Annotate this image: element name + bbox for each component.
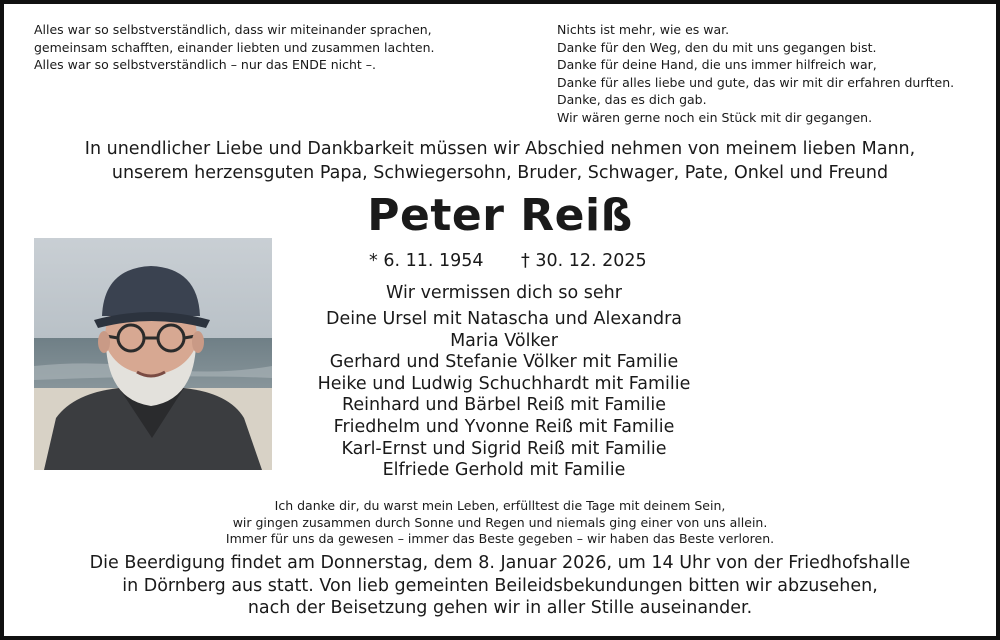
- death-date: † 30. 12. 2025: [521, 251, 647, 271]
- mourner-line: Karl-Ernst und Sigrid Reiß mit Familie: [341, 438, 667, 459]
- poem-left-line: gemeinsam schafften, einander liebten und zusammen lachten.: [34, 39, 435, 55]
- funeral-line: nach der Beisetzung gehen wir in aller Stille auseinander.: [247, 598, 753, 619]
- intro-line: In unendlicher Liebe und Dankbarkeit müssen wir Abschied nehmen von meinem lieben Mann,: [84, 139, 916, 159]
- funeral-line: in Dörnberg aus statt. Von lieb gemeinten Beileidsbekundungen bitten wir abzusehen,: [122, 575, 878, 596]
- mourners-list: [4, 309, 1000, 482]
- birth-date: * 6. 11. 1954: [369, 251, 484, 271]
- poem-left-line: Alles war so selbstverständlich – nur das ENDE nicht –.: [34, 57, 376, 73]
- missing-you-text: Wir vermissen dich so sehr: [386, 283, 622, 303]
- mourner-line: Elfriede Gerhold mit Familie: [382, 460, 626, 481]
- closing-verse: [4, 498, 996, 548]
- mourner-line: Gerhard und Stefanie Völker mit Familie: [329, 352, 679, 373]
- poem-right-line: Nichts ist mehr, wie es war.: [557, 22, 730, 37]
- funeral-announcement: [4, 552, 996, 620]
- poem-right: [557, 21, 954, 127]
- poem-right-line: Wir wären gerne noch ein Stück mit dir gegangen.: [557, 109, 873, 125]
- mourner-line: Deine Ursel mit Natascha und Alexandra: [325, 309, 683, 329]
- poem-right-line: Danke, das es dich gab.: [557, 92, 707, 108]
- poem-right-line: Danke für alles liebe und gute, das wir mit dir erfahren durften.: [557, 74, 955, 90]
- mourner-line: Maria Völker: [450, 330, 558, 351]
- intro-line: unserem herzensguten Papa, Schwiegersohn, Bruder, Schwager, Pate, Onkel und Freund: [111, 163, 889, 183]
- funeral-line: Die Beerdigung findet am Donnerstag, dem 8. Januar 2026, um 14 Uhr von der Friedhofshalle: [89, 553, 911, 573]
- poem-left-line: Alles war so selbstverständlich, dass wir miteinander sprachen,: [34, 22, 432, 37]
- poem-left: [34, 21, 434, 74]
- deceased-name: Peter Reiß: [367, 190, 633, 241]
- intro-text: [4, 137, 996, 185]
- mourner-line: Reinhard und Bärbel Reiß mit Familie: [341, 395, 667, 416]
- verse-line: Ich danke dir, du warst mein Leben, erfülltest die Tage mit deinem Sein,: [274, 498, 726, 513]
- poem-right-line: Danke für deine Hand, die uns immer hilfreich war,: [557, 57, 877, 73]
- verse-line: wir gingen zusammen durch Sonne und Regen und niemals ging einer von uns allein.: [232, 514, 768, 530]
- mourner-line: Friedhelm und Yvonne Reiß mit Familie: [333, 416, 675, 437]
- verse-line: Immer für uns da gewesen – immer das Beste gegeben – wir haben das Beste verloren.: [225, 531, 775, 547]
- poem-right-line: Danke für den Weg, den du mit uns gegangen bist.: [557, 39, 877, 55]
- mourner-line: Heike und Ludwig Schuchhardt mit Familie: [317, 373, 691, 394]
